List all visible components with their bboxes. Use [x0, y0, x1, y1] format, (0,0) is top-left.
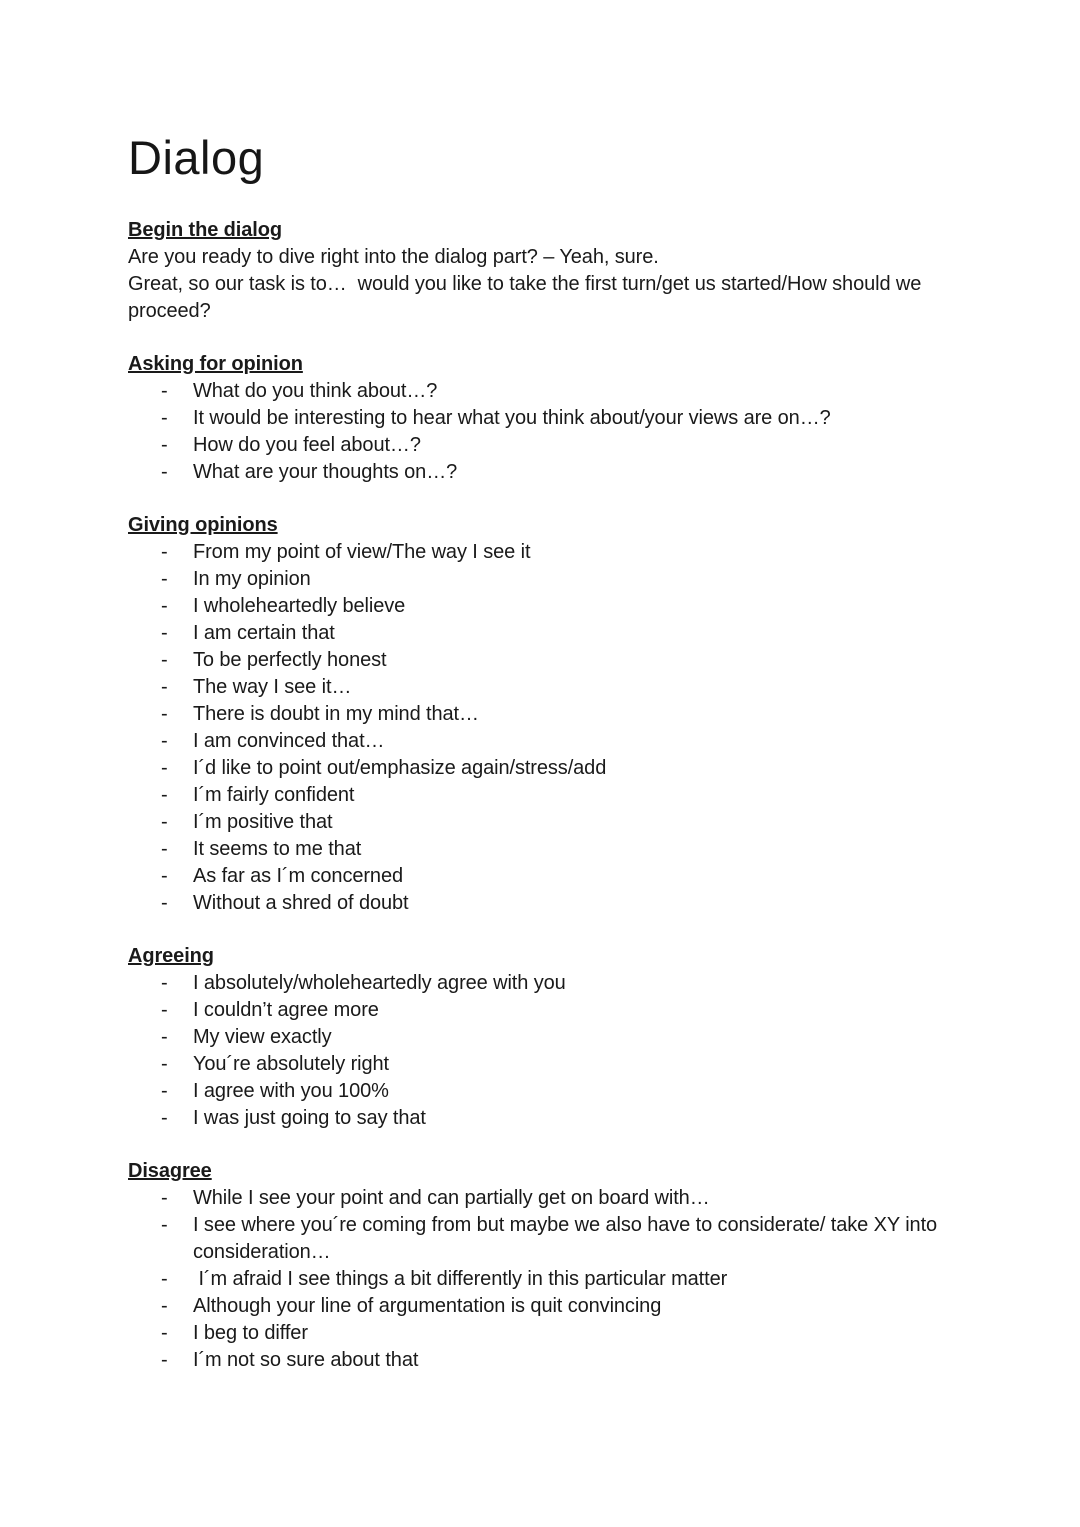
list-item-text	[193, 1078, 980, 1105]
list-item-text	[193, 1105, 980, 1132]
list-item	[128, 1051, 980, 1078]
bullet-dash: -	[161, 1349, 168, 1371]
list-item	[128, 647, 980, 674]
list-item-text	[193, 647, 980, 674]
bullet-dash: -	[161, 703, 168, 725]
bullet-dash: -	[161, 1026, 168, 1048]
bullet-dash: -	[161, 865, 168, 887]
list-item-text	[193, 782, 980, 809]
list-item	[128, 539, 980, 566]
list-item-line: I´m positive that	[193, 811, 333, 833]
list-item-text	[193, 1024, 980, 1051]
bullet-dash: -	[161, 1187, 168, 1209]
list-item-text	[193, 755, 980, 782]
list-item-line: As far as I´m concerned	[193, 865, 404, 887]
bullet-dash: -	[161, 595, 168, 617]
list-item-line: While I see your point and can partially get on board with…	[193, 1187, 710, 1209]
list-item-line: In my opinion	[193, 568, 311, 590]
list-item	[128, 728, 980, 755]
section	[128, 1158, 980, 1374]
list-item-line: I´m not so sure about that	[193, 1349, 419, 1371]
list-item-text	[193, 674, 980, 701]
list-item-line: I beg to differ	[193, 1322, 308, 1344]
list-item	[128, 1024, 980, 1051]
bullet-dash: -	[161, 649, 168, 671]
list-item-text	[193, 1293, 980, 1320]
bullet-dash: -	[161, 784, 168, 806]
list-item	[128, 782, 980, 809]
list-item-text	[193, 378, 980, 405]
document-content	[0, 129, 1080, 1374]
list-item-text	[193, 1185, 980, 1212]
section	[128, 217, 980, 325]
list-item	[128, 701, 980, 728]
list-item	[128, 997, 980, 1024]
list-item	[128, 405, 980, 432]
list-item-line: What are your thoughts on…?	[193, 461, 458, 483]
bullet-dash: -	[161, 811, 168, 833]
list-item	[128, 1347, 980, 1374]
list-item-text	[193, 863, 980, 890]
list-item-line: I was just going to say that	[193, 1107, 426, 1129]
list-item	[128, 566, 980, 593]
section-heading: Giving opinions	[128, 514, 278, 536]
list-item	[128, 1266, 980, 1293]
bullet-dash: -	[161, 892, 168, 914]
list-item-text	[193, 728, 980, 755]
list-item	[128, 836, 980, 863]
bullet-dash: -	[161, 838, 168, 860]
section	[128, 943, 980, 1132]
bullet-dash: -	[161, 461, 168, 483]
list-item-text	[193, 1320, 980, 1347]
list-item	[128, 1078, 980, 1105]
list-item	[128, 620, 980, 647]
list-item-line: I couldn’t agree more	[193, 999, 379, 1021]
bullet-dash: -	[161, 407, 168, 429]
list-item-line: How do you feel about…?	[193, 434, 421, 456]
list-item-text	[193, 1347, 980, 1374]
list-item	[128, 674, 980, 701]
bullet-dash: -	[161, 676, 168, 698]
bullet-dash: -	[161, 541, 168, 563]
list-item-line: I see where you´re coming from but maybe we also have to considerate/ take XY into	[193, 1214, 938, 1236]
list-item	[128, 890, 980, 917]
section-heading: Begin the dialog	[128, 219, 282, 241]
list-item-text	[193, 1051, 980, 1078]
list-item-text	[193, 432, 980, 459]
document-body	[128, 217, 980, 1374]
list-item	[128, 432, 980, 459]
section-heading: Asking for opinion	[128, 353, 303, 375]
list-item	[128, 863, 980, 890]
list-item-text	[193, 809, 980, 836]
bullet-dash: -	[161, 1214, 168, 1236]
list-item-line: I´m afraid I see things a bit differently in this particular matter	[193, 1268, 728, 1290]
list-item-text	[193, 970, 980, 997]
list-item-line: I am certain that	[193, 622, 335, 644]
bullet-dash: -	[161, 1322, 168, 1344]
bullet-dash: -	[161, 434, 168, 456]
list-item	[128, 1212, 980, 1266]
list-item-line: I wholeheartedly believe	[193, 595, 406, 617]
list-item-line: From my point of view/The way I see it	[193, 541, 531, 563]
section	[128, 512, 980, 917]
list-item-text	[193, 620, 980, 647]
list-item-text	[193, 890, 980, 917]
paragraph-line: Are you ready to dive right into the dialog part? – Yeah, sure.	[128, 246, 659, 268]
bullet-dash: -	[161, 730, 168, 752]
list-item-line: I agree with you 100%	[193, 1080, 389, 1102]
bullet-dash: -	[161, 380, 168, 402]
list-item-line: It would be interesting to hear what you think about/your views are on…?	[193, 407, 831, 429]
bullet-dash: -	[161, 1107, 168, 1129]
bullet-dash: -	[161, 568, 168, 590]
list-item-line: What do you think about…?	[193, 380, 438, 402]
bullet-dash: -	[161, 757, 168, 779]
list-item-text	[193, 1212, 980, 1266]
list-item	[128, 755, 980, 782]
list-item	[128, 459, 980, 486]
paragraph-line: Great, so our task is to… would you like to take the first turn/get us started/How should we	[128, 273, 922, 295]
list-item-text	[193, 836, 980, 863]
list-item-line: I´d like to point out/emphasize again/stress/add	[193, 757, 607, 779]
list-item-line: consideration…	[193, 1241, 331, 1263]
bullet-dash: -	[161, 1053, 168, 1075]
list-item	[128, 378, 980, 405]
list-item-line: To be perfectly honest	[193, 649, 387, 671]
list-item-line: It seems to me that	[193, 838, 362, 860]
list-item	[128, 809, 980, 836]
list-item-line: I am convinced that…	[193, 730, 385, 752]
list-item	[128, 1320, 980, 1347]
list-item	[128, 1293, 980, 1320]
list-item-line: I´m fairly confident	[193, 784, 355, 806]
list-item-text	[193, 701, 980, 728]
list-item-line: I absolutely/wholeheartedly agree with you	[193, 972, 566, 994]
list-item	[128, 970, 980, 997]
list-item	[128, 1105, 980, 1132]
bullet-dash: -	[161, 972, 168, 994]
section	[128, 351, 980, 486]
list-item-text	[193, 1266, 980, 1293]
list-item-text	[193, 405, 980, 432]
list-item-text	[193, 593, 980, 620]
list-item-line: The way I see it…	[193, 676, 352, 698]
bullet-dash: -	[161, 622, 168, 644]
section-heading: Agreeing	[128, 945, 214, 967]
list-item-line: Without a shred of doubt	[193, 892, 409, 914]
list-item-line: There is doubt in my mind that…	[193, 703, 479, 725]
paragraph-line: proceed?	[128, 300, 211, 322]
list-item-text	[193, 997, 980, 1024]
list-item-line: You´re absolutely right	[193, 1053, 389, 1075]
list-item	[128, 1185, 980, 1212]
bullet-dash: -	[161, 1268, 168, 1290]
bullet-dash: -	[161, 999, 168, 1021]
list-item-text	[193, 539, 980, 566]
bullet-dash: -	[161, 1080, 168, 1102]
list-item-text	[193, 459, 980, 486]
document-title: Dialog	[128, 131, 265, 184]
list-item-text	[193, 566, 980, 593]
list-item-line: Although your line of argumentation is quit convincing	[193, 1295, 662, 1317]
section-heading: Disagree	[128, 1160, 212, 1182]
bullet-dash: -	[161, 1295, 168, 1317]
list-item	[128, 593, 980, 620]
list-item-line: My view exactly	[193, 1026, 332, 1048]
